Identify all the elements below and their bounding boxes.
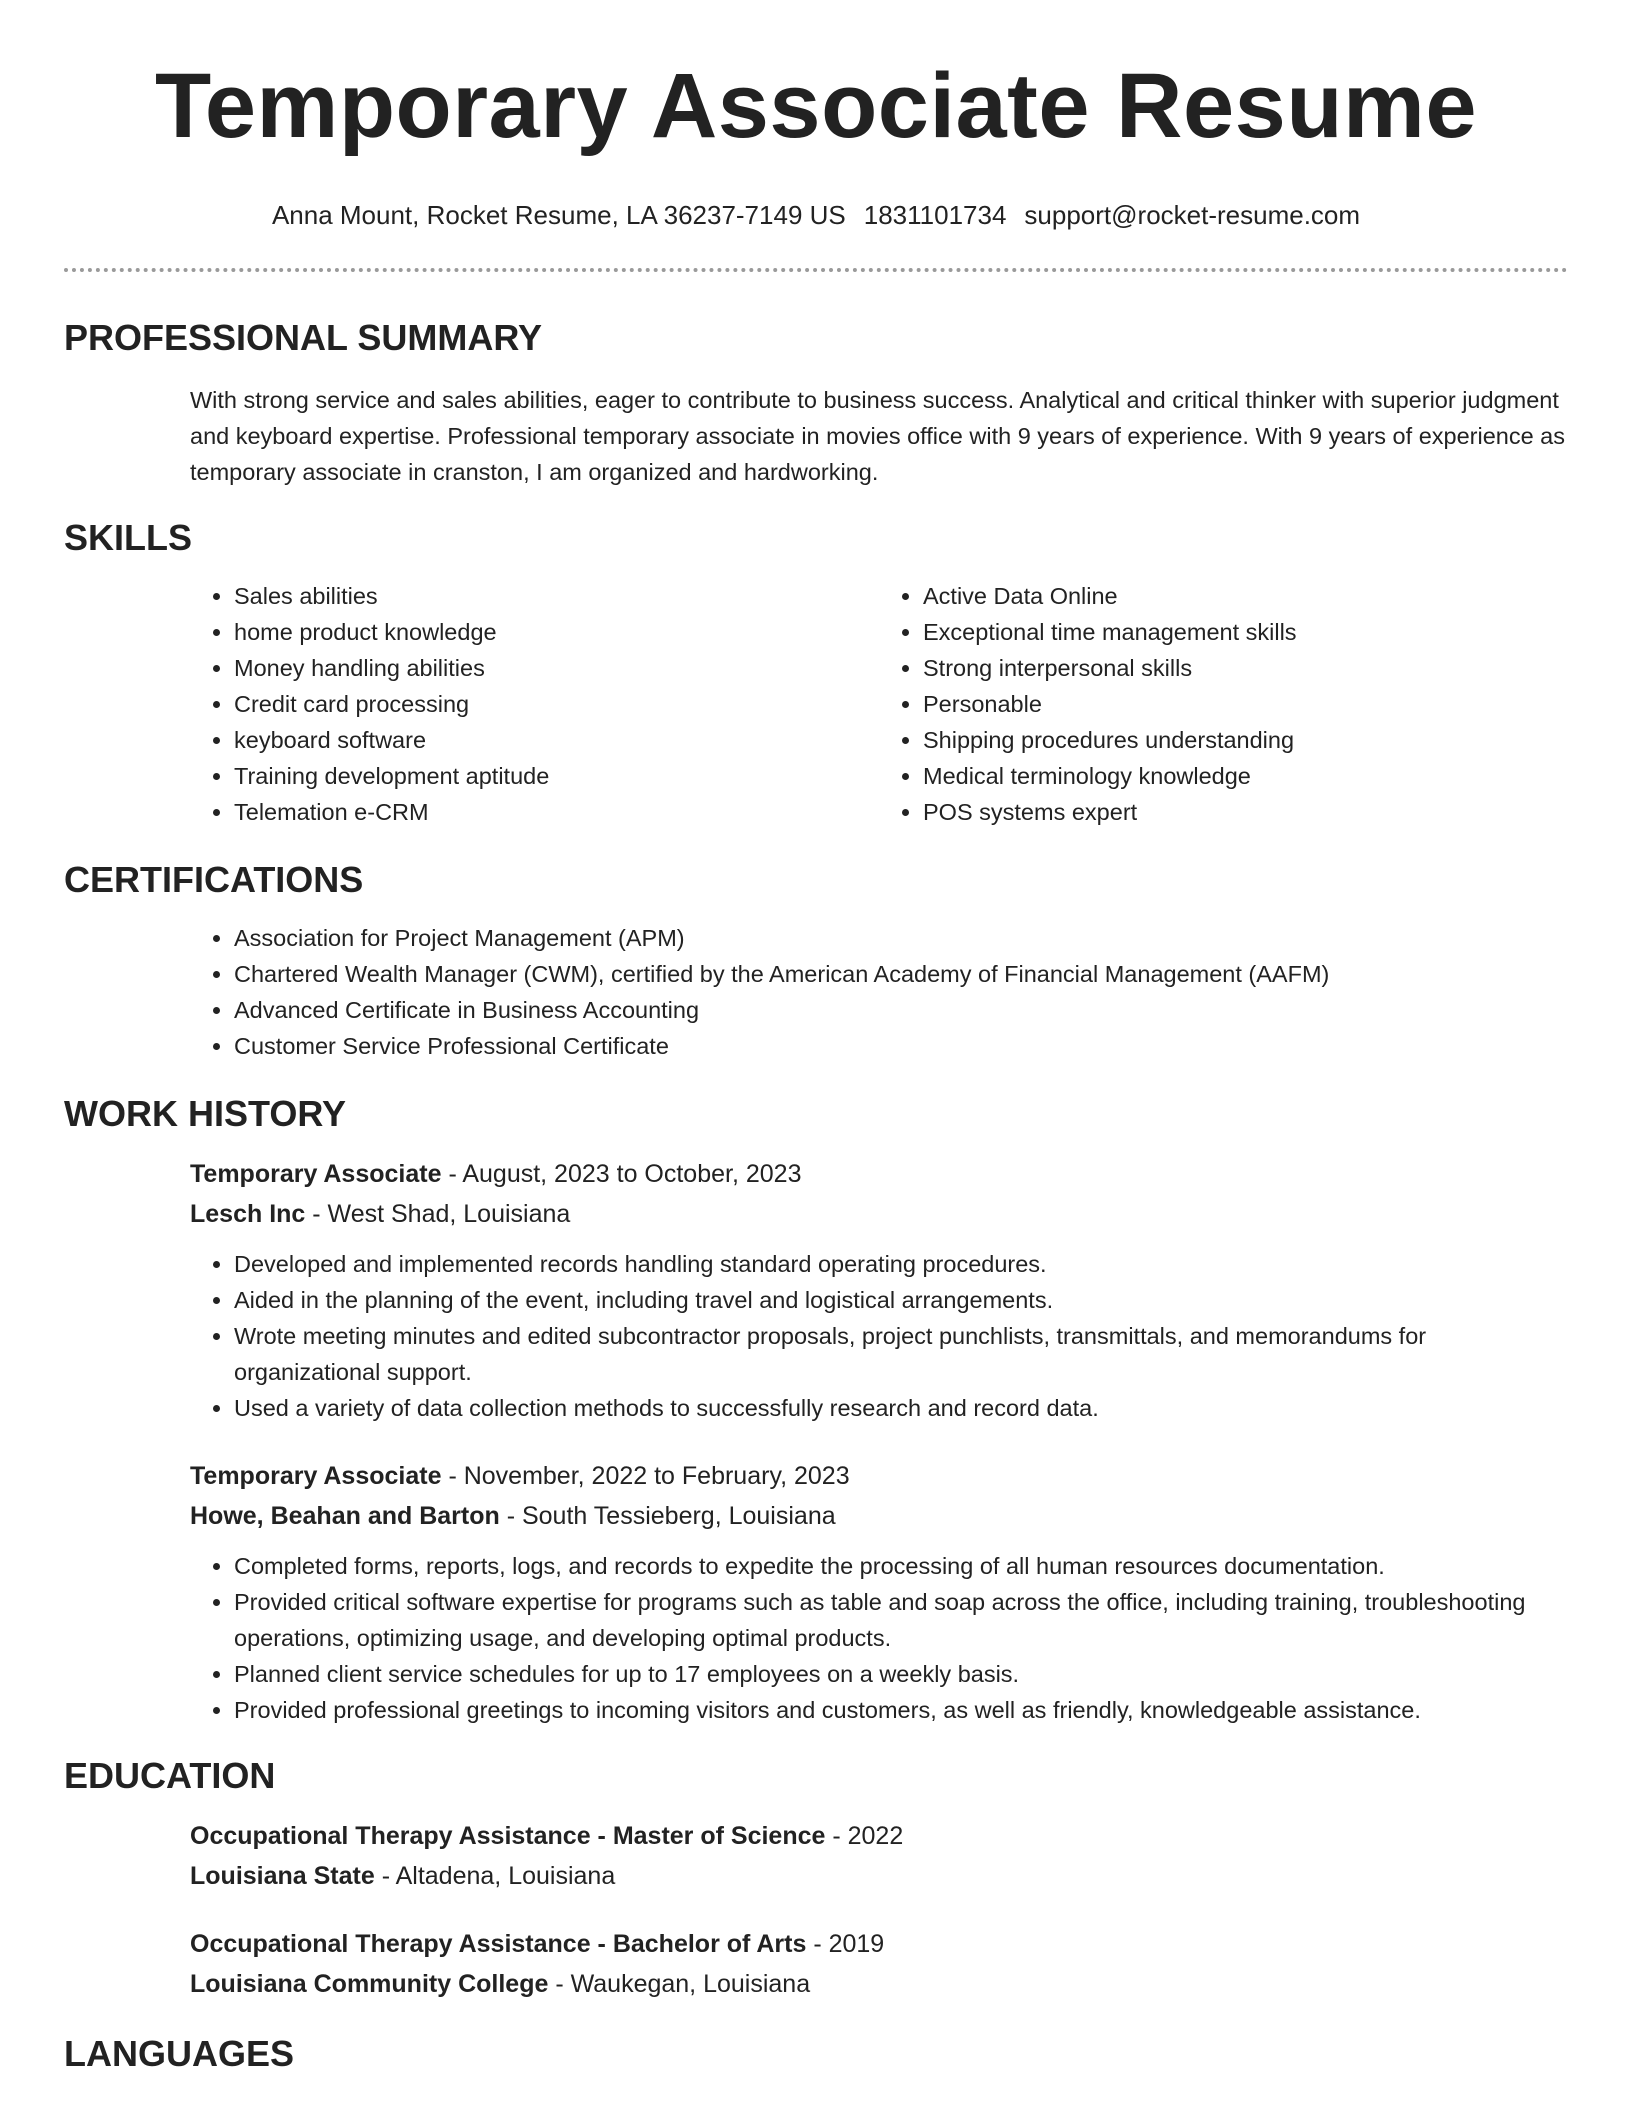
education-heading: EDUCATION (64, 1755, 276, 1796)
certification-item: • Advanced Certificate in Business Accounting (234, 992, 1568, 1028)
education-location: - Waukegan, Louisiana (548, 1970, 811, 1998)
languages-heading: LANGUAGES (64, 2033, 295, 2074)
job-title: Temporary Associate (190, 1160, 442, 1188)
job-dates: - August, 2023 to October, 2023 (441, 1160, 802, 1188)
contact-line (64, 198, 1568, 232)
job-duty: • Aided in the planning of the event, including travel and logistical arrangements. (234, 1282, 1568, 1318)
contact-email: support@rocket-resume.com (1024, 200, 1361, 230)
job-title: Temporary Associate (190, 1462, 442, 1490)
skill-item: • Training development aptitude (234, 758, 879, 794)
education-location: - Altadena, Louisiana (374, 1862, 616, 1890)
job-location: - South Tessieberg, Louisiana (499, 1502, 836, 1530)
summary-heading: PROFESSIONAL SUMMARY (64, 317, 543, 358)
job-entry (190, 1456, 1568, 1728)
skills-section (190, 578, 1568, 830)
job-company-line (190, 1194, 1568, 1234)
education-school: Louisiana Community College (190, 1970, 549, 1998)
skills-list-right (879, 578, 1568, 830)
summary-section (190, 382, 1568, 490)
certification-item: • Customer Service Professional Certificate (234, 1028, 1568, 1064)
education-school-line (190, 1964, 1568, 2004)
skill-item: • Money handling abilities (234, 650, 879, 686)
job-entry (190, 1154, 1568, 1426)
job-company: Howe, Beahan and Barton (190, 1502, 500, 1530)
skill-item: • Exceptional time management skills (923, 614, 1568, 650)
education-degree-line (190, 1816, 1568, 1856)
certifications-section (190, 920, 1568, 1064)
education-degree: Occupational Therapy Assistance - Master of Science (190, 1822, 826, 1850)
job-company: Lesch Inc (190, 1200, 306, 1228)
job-duty: • Provided professional greetings to incoming visitors and customers, as well as friendly, knowledgeable assistance. (234, 1692, 1568, 1728)
skills-heading: SKILLS (64, 517, 193, 558)
contact-address: Anna Mount, Rocket Resume, LA 36237-7149 US (271, 200, 846, 230)
job-duty: • Provided critical software expertise for programs such as table and soap across the office, including training, troubleshooting operations, optimizing usage, and developing optimal products. (234, 1584, 1568, 1656)
education-year: - 2022 (825, 1822, 904, 1850)
skill-item: • Active Data Online (923, 578, 1568, 614)
education-degree-line (190, 1924, 1568, 1964)
job-company-line (190, 1496, 1568, 1536)
job-duty: • Wrote meeting minutes and edited subcontractor proposals, project punchlists, transmittals, and memorandums for organizational support. (234, 1318, 1568, 1390)
certification-item: • Association for Project Management (APM) (234, 920, 1568, 956)
skill-item: • Personable (923, 686, 1568, 722)
skill-item: • Strong interpersonal skills (923, 650, 1568, 686)
education-entry (190, 1924, 1568, 2004)
job-duty: • Planned client service schedules for up to 17 employees on a weekly basis. (234, 1656, 1568, 1692)
header-divider (64, 268, 1568, 272)
certification-item: • Chartered Wealth Manager (CWM), certified by the American Academy of Financial Management (AAFM) (234, 956, 1568, 992)
skill-item: • POS systems expert (923, 794, 1568, 830)
job-duty: • Used a variety of data collection methods to successfully research and record data. (234, 1390, 1568, 1426)
skill-item: • Credit card processing (234, 686, 879, 722)
skills-list-left (190, 578, 879, 830)
contact-phone: 1831101734 (863, 200, 1007, 230)
skill-item: • Sales abilities (234, 578, 879, 614)
education-degree: Occupational Therapy Assistance - Bachelor of Arts (190, 1930, 807, 1958)
job-duty: • Developed and implemented records handling standard operating procedures. (234, 1246, 1568, 1282)
skill-item: • Telemation e-CRM (234, 794, 879, 830)
job-duties-list (190, 1246, 1568, 1426)
job-title-line (190, 1456, 1568, 1496)
skill-item: • Medical terminology knowledge (923, 758, 1568, 794)
education-entry (190, 1816, 1568, 1896)
skill-item: • home product knowledge (234, 614, 879, 650)
education-year: - 2019 (806, 1930, 885, 1958)
job-location: - West Shad, Louisiana (305, 1200, 571, 1228)
education-school-line (190, 1856, 1568, 1896)
job-duty: • Completed forms, reports, logs, and records to expedite the processing of all human resources documentation. (234, 1548, 1568, 1584)
skill-item: • Shipping procedures understanding (923, 722, 1568, 758)
skill-item: • keyboard software (234, 722, 879, 758)
job-title-line (190, 1154, 1568, 1194)
education-school: Louisiana State (190, 1862, 375, 1890)
summary-text: With strong service and sales abilities, eager to contribute to business success. Analytical and critical thinker with superior judgment and keyboard expertise. Professional temporary associate in movies office with 9 years of experience. With 9 years of experience as temporary associate in cranston, I am organized and hardworking. (190, 387, 1566, 485)
certifications-list (190, 920, 1568, 1064)
certifications-heading: CERTIFICATIONS (64, 859, 364, 900)
job-duties-list (190, 1548, 1568, 1728)
resume-title: Temporary Associate Resume (155, 55, 1477, 157)
work-history-heading: WORK HISTORY (64, 1093, 347, 1134)
job-dates: - November, 2022 to February, 2023 (441, 1462, 850, 1490)
resume-page (64, 0, 1568, 2076)
